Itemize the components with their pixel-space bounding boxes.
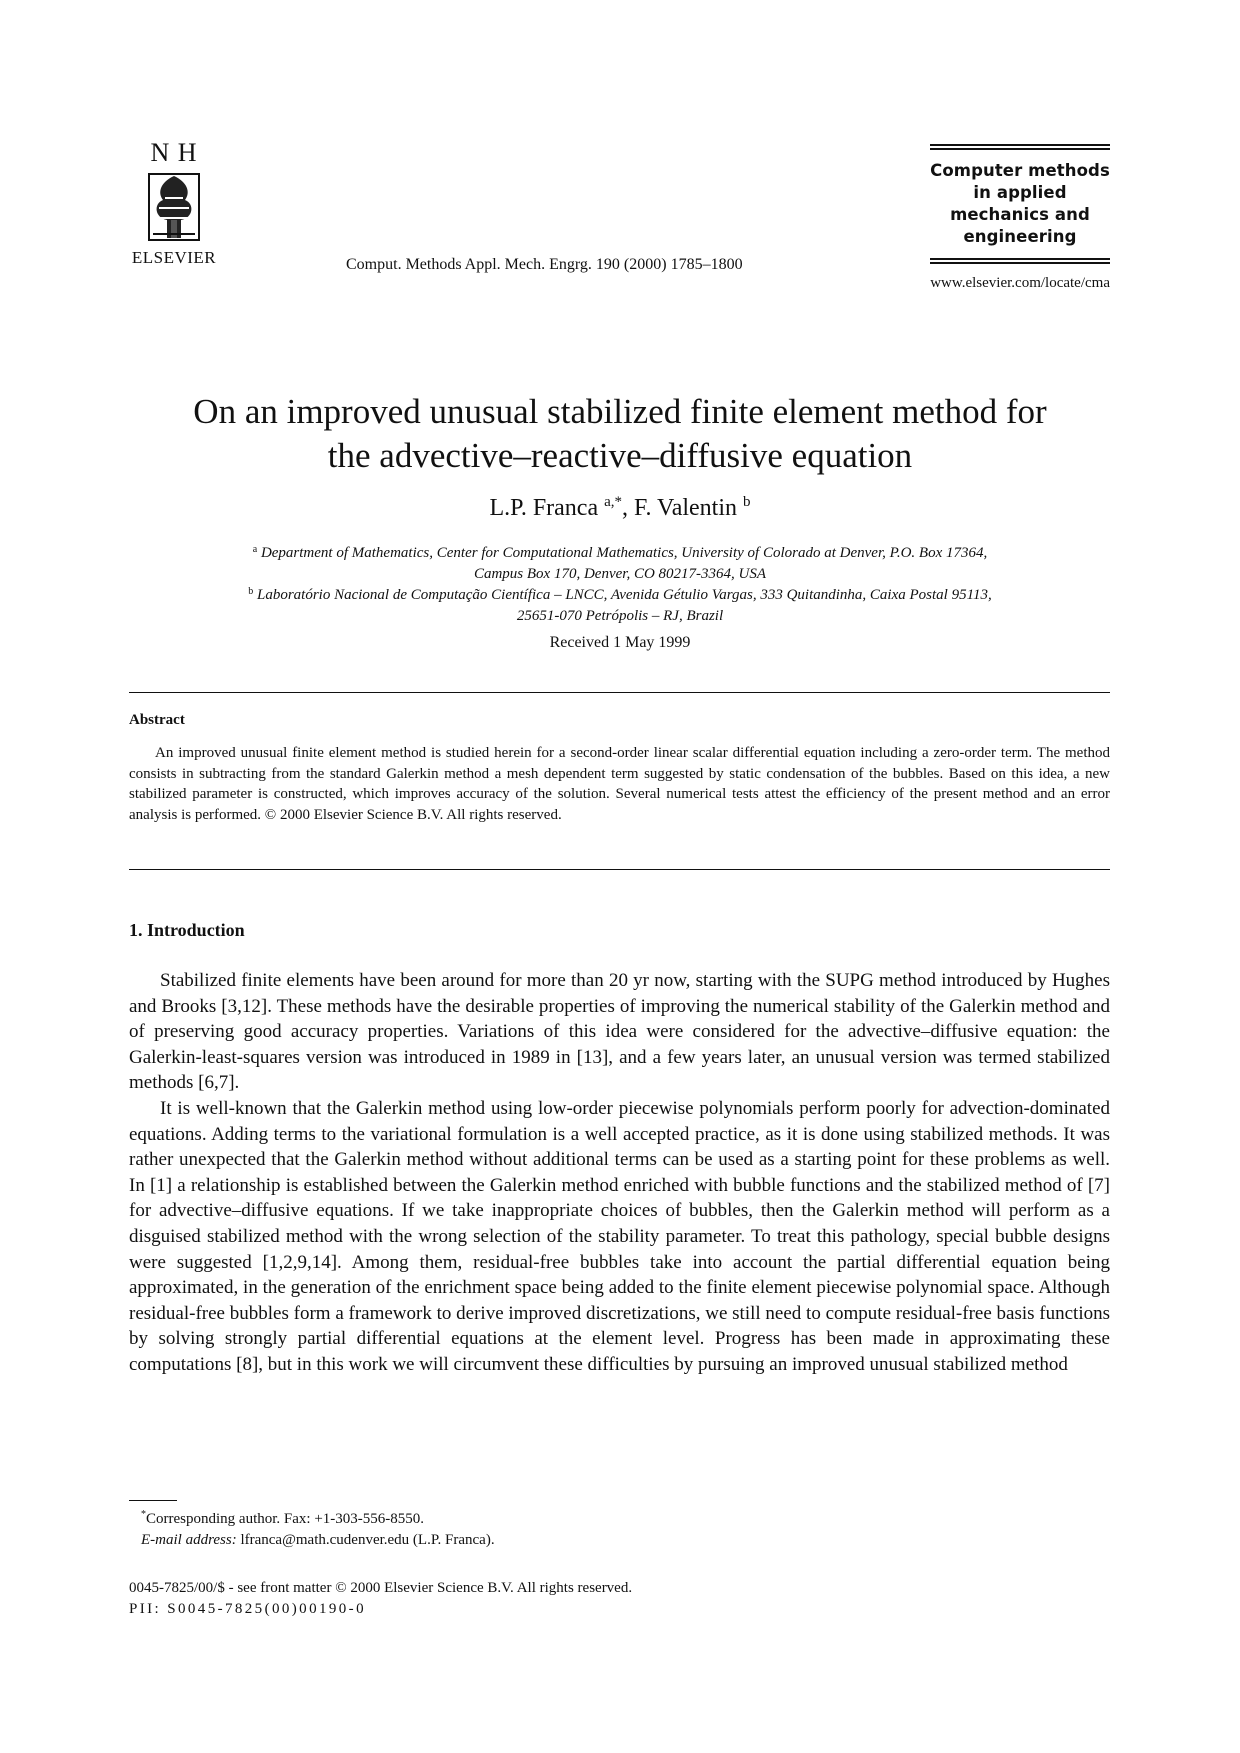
author-affiliation-mark: b xyxy=(743,494,751,510)
section-body xyxy=(129,968,1110,1378)
logo-mark: N H xyxy=(150,138,198,167)
email-address[interactable]: lfranca@math.cudenver.edu (L.P. Franca). xyxy=(236,1532,495,1548)
journal-citation: Comput. Methods Appl. Mech. Engrg. 190 (2000) 1785–1800 xyxy=(346,256,743,273)
journal-rule-top-2 xyxy=(930,148,1110,150)
author-name: F. Valentin xyxy=(634,495,738,521)
journal-title-line: mechanics and xyxy=(950,205,1090,224)
title-line: the advective–reactive–diffusive equation xyxy=(327,436,913,475)
affiliation-line: Laboratório Nacional de Computação Científica – LNCC, Avenida Gétulio Vargas, 333 Quitandinha, Caixa Postal 95113, xyxy=(257,587,992,603)
author-list xyxy=(120,494,1120,522)
journal-title xyxy=(930,160,1110,248)
elsevier-logo xyxy=(129,140,219,268)
author-affiliation-mark: a,* xyxy=(604,494,623,510)
affiliation-b xyxy=(140,581,1100,627)
abstract-rule-bottom xyxy=(129,869,1110,870)
journal-rule-top-1 xyxy=(930,144,1110,146)
copyright-notice xyxy=(129,1578,632,1620)
copyright-line: 0045-7825/00/$ - see front matter © 2000 Elsevier Science B.V. All rights reserved. xyxy=(129,1580,633,1596)
footnote-line: Corresponding author. Fax: +1-303-556-8550. xyxy=(146,1511,425,1527)
title-line: On an improved unusual stabilized finite element method for xyxy=(193,392,1047,431)
received-date: Received 1 May 1999 xyxy=(549,634,691,651)
email-label: E-mail address: xyxy=(141,1532,237,1548)
author-separator: , xyxy=(622,495,635,521)
body-paragraph: Stabilized finite elements have been around for more than 20 yr now, starting with the SUPG method introduced by Hughes and Brooks [3,12]. These methods have the desirable properties of improving the numerical stability of the Galerkin method and of preserving good accuracy properties. Variations of this idea were considered for the advective–diffusive equation: the Galerkin-least-squares version was introduced in 1989 in [13], and a few years later, an unusual version was termed stabilized methods [6,7]. xyxy=(129,970,1110,1094)
affiliation-line: Campus Box 170, Denver, CO 80217-3364, USA xyxy=(473,566,767,582)
journal-title-line: Computer methods xyxy=(930,161,1110,180)
affiliation-line: 25651-070 Petrópolis – RJ, Brazil xyxy=(516,608,724,624)
pii-line: PII: S0045-7825(00)00190-0 xyxy=(129,1601,366,1617)
affiliation-line: Department of Mathematics, Center for Computational Mathematics, University of Colorado at Denver, P.O. Box 17364, xyxy=(260,545,988,561)
journal-url[interactable]: www.elsevier.com/locate/cma xyxy=(930,275,1110,291)
journal-header xyxy=(129,140,1110,300)
journal-title-line: engineering xyxy=(963,227,1077,246)
author-name: L.P. Franca xyxy=(489,495,599,521)
footnote xyxy=(141,1504,495,1551)
abstract-heading: Abstract xyxy=(129,712,185,728)
abstract-text: An improved unusual finite element method is studied herein for a second-order linear scalar differential equation including a zero-order term. The method consists in subtracting from the standard Galerkin method a mesh dependent term suggested by static condensation of the bubbles. Based on this idea, a new stabilized parameter is constructed, which improves accuracy of the solution. Several numerical tests attest the efficiency of the present method and an error analysis is performed. © 2000 Elsevier Science B.V. All rights reserved. xyxy=(129,745,1110,823)
publisher-name: ELSEVIER xyxy=(131,248,217,267)
affiliation-mark: b xyxy=(248,586,254,597)
journal-rule-bottom-1 xyxy=(930,258,1110,260)
paper-title xyxy=(120,390,1120,478)
affiliation-mark: a xyxy=(252,544,258,555)
abstract-rule-top xyxy=(129,692,1110,693)
affiliation-a xyxy=(140,539,1100,585)
journal-rule-bottom-2 xyxy=(930,262,1110,264)
elsevier-tree-icon xyxy=(143,168,205,246)
section-heading: 1. Introduction xyxy=(129,920,245,940)
footnote-rule xyxy=(129,1500,177,1501)
footnote-mark: * xyxy=(141,1509,146,1520)
journal-title-box xyxy=(930,142,1110,266)
body-paragraph: It is well-known that the Galerkin method using low-order piecewise polynomials perform poorly for advection-dominated equations. Adding terms to the variational formulation is a well accepted practice, as it is done using stabilized methods. It was rather unexpected that the Galerkin method without additional terms can be used as a starting point for these problems as well. In [1] a relationship is established between the Galerkin method enriched with bubble functions and the stabilized method of [7] for advective–diffusive equations. If we take inappropriate choices of bubbles, then the Galerkin method will perform as a disguised stabilized method with the wrong selection of the stability parameter. To treat this pathology, special bubble designs were suggested [1,2,9,14]. Among them, residual-free bubbles take into account the partial differential equation being approximated, in the generation of the enrichment space being added to the finite element piecewise polynomial space. Although residual-free bubbles form a framework to derive improved discretizations, we still need to compute residual-free basis functions by solving strongly partial differential equations at the element level. Progress has been made in approximating these computations [8], but in this work we will circumvent these difficulties by pursuing an improved unusual stabilized method xyxy=(129,1097,1110,1375)
journal-title-line: in applied xyxy=(973,183,1067,202)
